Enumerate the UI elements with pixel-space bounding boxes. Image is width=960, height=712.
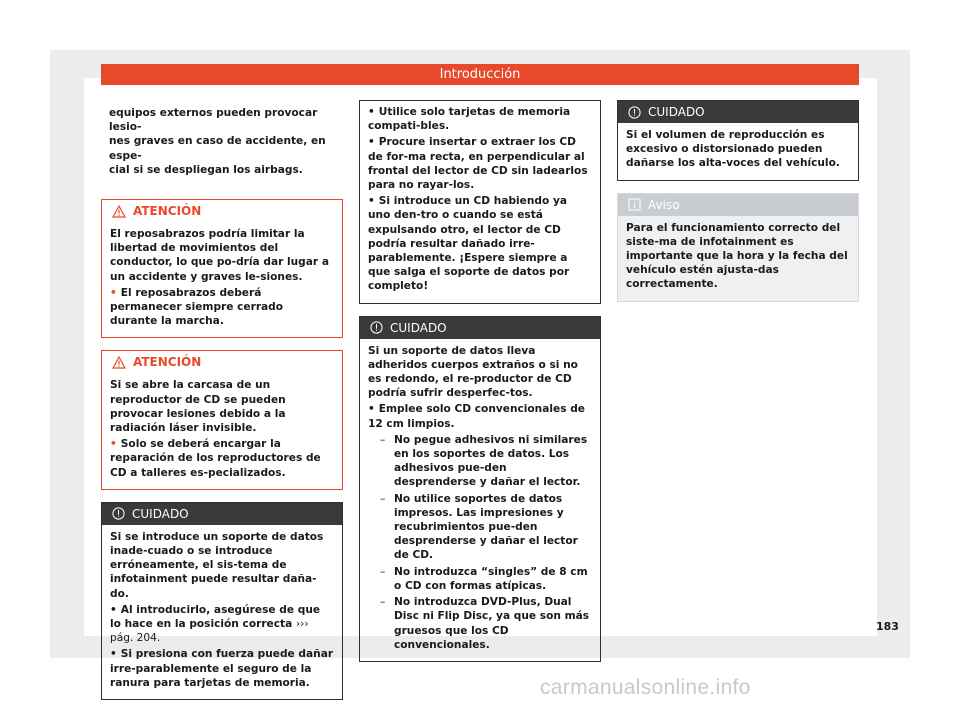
bullet-dot-icon: • [368,195,375,208]
dash-icon: – [380,565,386,578]
info-icon [628,198,641,211]
sub-item-text: No pegue adhesivos ni similares en los soportes de datos. Los adhesivos pue-den desprenderse y dañar el lector. [394,433,588,489]
caution-bullet [110,603,334,646]
column-left [101,100,343,712]
note-body [618,216,858,301]
bullet-dot-icon: • [110,286,117,299]
caution-bullet [368,135,592,192]
warning-bullet [110,437,334,480]
page-number: 183 [876,620,899,633]
caution-body [618,123,858,180]
bullet-text: Utilice solo tarjetas de memoria compati-bles. [368,106,571,133]
warning-header [102,351,342,373]
sub-item-text: No introduzca DVD-Plus, Dual Disc ni Flip Disc, ya que son más gruesos que los CD convencionales. [394,596,590,651]
note-box-clock [617,193,859,302]
exclamation-circle-icon [112,507,125,520]
sub-item-text: No utilice soportes de datos impresos. Las impresiones y recubrimientos pue-den desprenderse y dañar el lector de CD. [394,492,578,562]
bullet-text: Procure insertar o extraer los CD de for-ma recta, en perpendicular al frontal del lector de CD sin ladearlos para no rayar-los. [368,136,588,192]
bullet-text: Solo se deberá encargar la reparación de los reproductores de CD a talleres es-pecializados. [110,438,321,479]
bullet-text: El reposabrazos deberá permanecer siempre cerrado durante la marcha. [110,286,284,328]
sub-list-item [368,433,592,490]
bullet-dot-icon: • [110,603,117,616]
note-paragraph: Para el funcionamiento correcto del siste-ma de infotainment es importante que la hora y la fecha del vehículo estén ajusta-das correctamente. [626,221,848,291]
caution-box-cd [359,316,601,662]
column-middle [359,100,601,674]
dash-icon: – [380,433,386,446]
bullet-dot-icon: • [110,438,117,451]
exclamation-circle-icon [370,321,383,334]
warning-box-armrest [101,199,343,338]
bullet-text: Si introduce un CD habiendo ya uno den-tro o cuando se está expulsando otro, el lector de CD podría resultar dañado irre-parablemente. ¡Espere siempre a que salga el soporte de datos por completo! [368,195,570,293]
warning-paragraph: El reposabrazos podría limitar la libertad de movimientos del conductor, lo que po-dría dar lugar a un accidente y graves le-siones. [110,228,329,283]
sub-list-item [368,565,592,593]
page-reference-link[interactable]: ››› pág. 204. [110,618,309,645]
caution-title: CUIDADO [132,506,189,521]
bullet-text: Emplee solo CD convencionales de 12 cm limpios. [368,403,585,430]
sub-list-item [368,492,592,563]
caution-title: CUIDADO [390,320,447,335]
column-right [617,100,859,314]
caution-bullet [110,647,334,690]
caution-title: CUIDADO [648,105,705,119]
dash-icon: – [380,596,386,609]
caution-body [360,101,600,303]
caution-paragraph: Si se introduce un soporte de datos inade-cuado o se introduce erróneamente, el sis-tema de infotainment puede resultar daña-do. [110,530,324,600]
intro-text: equipos externos pueden provocar lesio- nes graves en caso de accidente, en espe- cial si se despliegan los airbags. [109,107,326,176]
warning-bullet [110,286,334,329]
caution-paragraph: Si el volumen de reproducción es excesivo o distorsionado pueden dañarse los alta-voces del vehículo. [626,129,840,170]
exclamation-circle-icon [628,106,641,119]
section-header: Introducción [101,64,859,85]
bullet-dot-icon: • [110,648,117,661]
note-header [618,194,858,216]
caution-bullet [368,105,592,133]
warning-body [102,373,342,488]
caution-header [102,503,342,525]
warning-title: ATENCIÓN [133,204,202,219]
dash-icon: – [380,492,386,505]
caution-bullet [368,194,592,293]
bullet-text: Al introducirlo, asegúrese de que lo hace en la posición correcta [110,603,321,631]
warning-box-laser [101,350,343,489]
warning-paragraph: Si se abre la carcasa de un reproductor de CD se pueden provocar lesiones debido a la radiación láser invisible. [110,379,286,435]
caution-box-media [101,502,343,700]
sub-item-text: No introduzca “singles” de 8 cm o CD con formas atípicas. [394,565,588,592]
caution-body [102,525,342,699]
caution-paragraph: Si un soporte de datos lleva adheridos cuerpos extraños o si no es redondo, el re-productor de CD podría sufrir desperfec-tos. [368,344,578,400]
watermark-text: carmanualsonline.info [540,676,751,699]
caution-header [360,317,600,339]
warning-title: ATENCIÓN [133,355,202,370]
warning-body [102,222,342,337]
caution-continued-box [359,100,601,304]
bullet-dot-icon: • [368,106,375,118]
note-title: Aviso [648,197,680,212]
warning-triangle-icon [112,356,126,369]
warning-header [102,200,342,222]
bullet-text: Si presiona con fuerza puede dañar irre-parablemente el seguro de la ranura para tarjetas de memoria. [110,648,334,689]
sub-list-item [368,595,592,652]
warning-triangle-icon [112,205,126,218]
bullet-dot-icon: • [368,136,375,149]
caution-box-volume [617,100,859,181]
caution-body [360,339,600,661]
bullet-dot-icon: • [368,403,375,416]
caution-header [618,101,858,123]
caution-bullet [368,402,592,430]
